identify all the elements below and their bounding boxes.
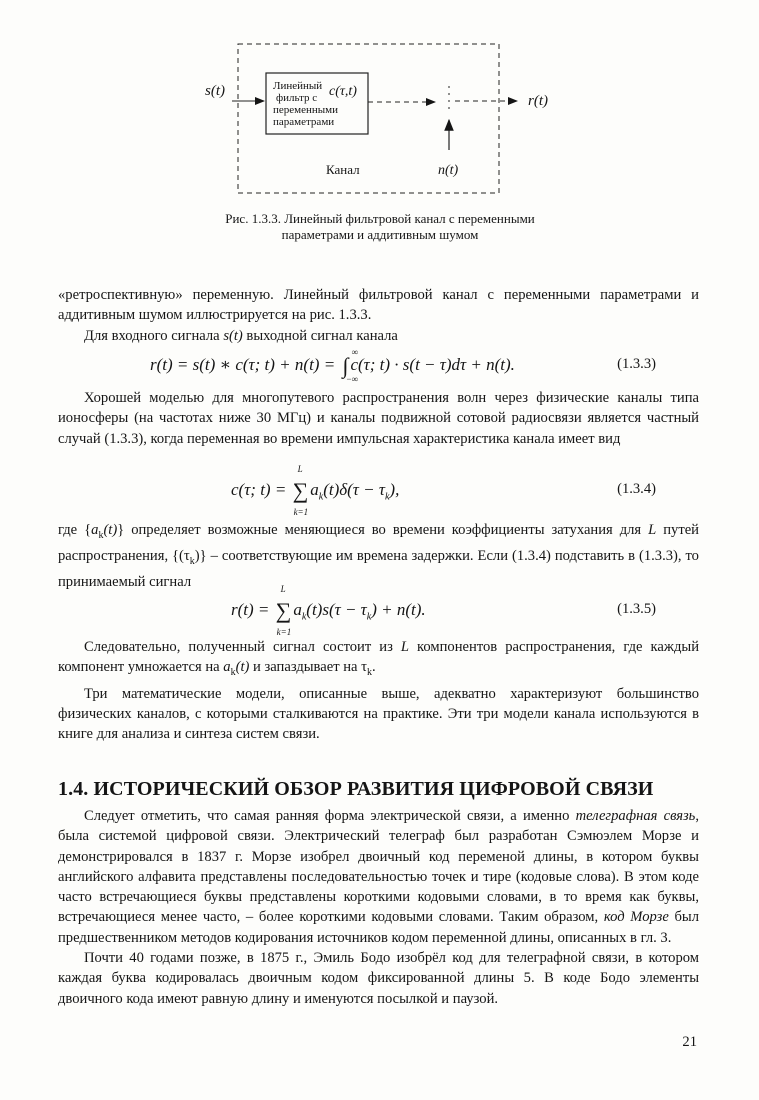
- equation-1-3-4: [58, 464, 699, 517]
- integral-sign: ∫ ∞ −∞: [342, 347, 358, 384]
- paragraph-5: [58, 637, 699, 684]
- integral-upper: ∞: [351, 347, 358, 357]
- sum-lower-limit: k=1: [293, 507, 309, 517]
- caption-line-1: Рис. 1.3.3. Линейный фильтровой канал с переменными: [225, 211, 535, 226]
- noise-label: n(t): [438, 163, 459, 178]
- integral-lower: −∞: [346, 374, 358, 384]
- eq2-lhs: c(τ; t) =: [231, 480, 291, 499]
- paragraph-3: Хорошей моделью для многопутевого распространения волн через физические каналы типа ионосферы (на частотах ниже 30 МГц) и каналы подвижной сотовой радиосвязи является частный случай (1.3.3), когда переменная во времени импульсная характеристика канала имеет вид: [58, 390, 699, 447]
- sum2-lower-limit: k=1: [276, 627, 292, 637]
- p4-var-t: (t): [103, 522, 118, 538]
- text-block-2: [58, 388, 699, 449]
- sum-sign-2: ∑ L k=1: [275, 584, 292, 637]
- p5-var-a: a: [223, 659, 231, 676]
- paragraph-7: [58, 806, 699, 948]
- p4-a: где {: [58, 522, 92, 538]
- sum-upper-limit: L: [297, 464, 303, 474]
- text-block-4: [58, 637, 699, 744]
- equation-number-1-3-5: (1.3.5): [617, 601, 656, 617]
- text-block-1: [58, 285, 699, 346]
- filter-label-line-3: переменными: [273, 104, 339, 116]
- eq3-rhs-a: a: [293, 600, 302, 619]
- channel-label: Канал: [326, 162, 360, 177]
- p7-emphasis-morse-code: код Морзе: [603, 909, 669, 926]
- eq1-rhs: c(τ; t) · s(t − τ)dτ + n(t).: [350, 355, 515, 374]
- eq3-rhs-b: (t)s(τ − τ: [306, 600, 367, 619]
- p4-var-L: L: [648, 522, 657, 538]
- text-block-3: [58, 520, 699, 593]
- p5-b: компонентов распространения, где каждый компонент умножается на: [58, 639, 699, 676]
- p4-sub-k: k: [98, 529, 104, 541]
- equation-number-1-3-3: (1.3.3): [617, 356, 656, 372]
- filter-label-line-1: Линейный: [273, 80, 323, 92]
- equation-1-3-5: [58, 584, 699, 637]
- p7-b: , была системой цифровой связи. Электрический телеграф был разработан Сэмюэлем Морзе и демонстрировался в 1837 г. Морзе изобрел двоичный код переменой длины, в котором буквы английского алфавита представлены последовательностью точек и тире (кодовые слова). В этом коде часто встречающиеся буквы представлены короткими кодовыми словами, в то время как буквы, встречающиеся менее часто, – более короткими кодовыми словами. Таким образом,: [58, 808, 699, 926]
- eq2-sub-k-2: k: [384, 491, 390, 503]
- sum2-upper-limit: L: [280, 584, 286, 594]
- sum-sign: ∑ L k=1: [292, 464, 309, 517]
- eq3-sub-k-2: k: [366, 611, 372, 623]
- eq2-rhs-b: (t)δ(τ − τ: [323, 480, 385, 499]
- p4-c: путей распространения, {(τ: [58, 522, 699, 565]
- p7-emphasis-telegraph: телеграфная связь: [575, 808, 696, 824]
- filter-label-line-2: фильтр с: [276, 92, 318, 104]
- paragraph-4: [58, 520, 699, 593]
- p5-c: и запаздывает на τ: [249, 659, 368, 676]
- page-number: 21: [682, 1034, 697, 1050]
- eq2-sub-k: k: [318, 491, 324, 503]
- p2-text-a: Для входного сигнала: [84, 327, 224, 344]
- text-block-5: [58, 806, 699, 1009]
- eq2-rhs-c: ),: [389, 480, 400, 499]
- p4-b: } определяет возможные меняющиеся во времени коэффициенты затухания для: [117, 522, 649, 538]
- equation-number-1-3-4: (1.3.4): [617, 481, 656, 497]
- paragraph-2: [58, 326, 699, 346]
- p4-sub-k-2: k: [189, 556, 195, 568]
- p5-d: .: [372, 659, 376, 676]
- filter-label-line-4: параметрами: [273, 116, 335, 128]
- p5-a: Следовательно, полученный сигнал состоит из: [84, 639, 401, 655]
- paragraph-6: Три математические модели, описанные выше, адекватно характеризуют большинство физических каналов, с которыми сталкиваются на практике. Эти три модели канала используются в книге для анализа и синтеза систем связи.: [58, 685, 699, 743]
- p5-sub-k: k: [230, 667, 236, 679]
- input-label: s(t): [205, 83, 225, 99]
- filter-response-label: c(τ,t): [329, 84, 357, 99]
- p2-text-b: выходной сигнал канала: [242, 327, 398, 344]
- equation-1-3-3: [58, 345, 699, 385]
- output-label: r(t): [528, 93, 548, 109]
- caption-line-2: параметрами и аддитивным шумом: [281, 227, 479, 242]
- paragraph-1: «ретроспективную» переменную. Линейный фильтровой канал с переменными параметрами и аддитивным шумом иллюстрируется на рис. 1.3.3.: [58, 287, 699, 324]
- eq3-rhs-c: ) + n(t).: [371, 600, 426, 619]
- p7-c: был предшественником методов кодирования источников кодом переменной длины, описанных в гл. 3.: [58, 909, 699, 946]
- p4-var-a: a: [91, 522, 99, 538]
- p5-var-L: L: [400, 639, 409, 655]
- figure-caption: [120, 211, 640, 243]
- p2-var: s(t): [223, 327, 243, 344]
- p7-a: Следует отметить, что самая ранняя форма электрической связи, а именно: [84, 808, 576, 824]
- section-heading: 1.4. ИСТОРИЧЕСКИЙ ОБЗОР РАЗВИТИЯ ЦИФРОВОЙ СВЯЗИ: [58, 778, 654, 800]
- eq2-rhs-a: a: [310, 480, 319, 499]
- p5-sub-k-2: k: [367, 667, 373, 679]
- eq3-sub-k: k: [301, 611, 307, 623]
- p4-d: )} – соответствующие им времена задержки. Если (1.3.4) подставить в (1.3.3), то принимаемый сигнал: [58, 548, 699, 591]
- eq3-lhs: r(t) =: [231, 600, 274, 619]
- eq1-lhs: r(t) = s(t) ∗ c(τ; t) + n(t) =: [150, 355, 340, 374]
- p5-var-t: (t): [235, 659, 250, 676]
- paragraph-8: Почти 40 годами позже, в 1875 г., Эмиль Бодо изобрёл код для телеграфной связи, в котором каждая буква кодировалась двоичным кодом фиксированной длины 5. В коде Бодо элементы двоичного кода имеют равную длину и именуются посылкой и паузой.: [58, 950, 699, 1007]
